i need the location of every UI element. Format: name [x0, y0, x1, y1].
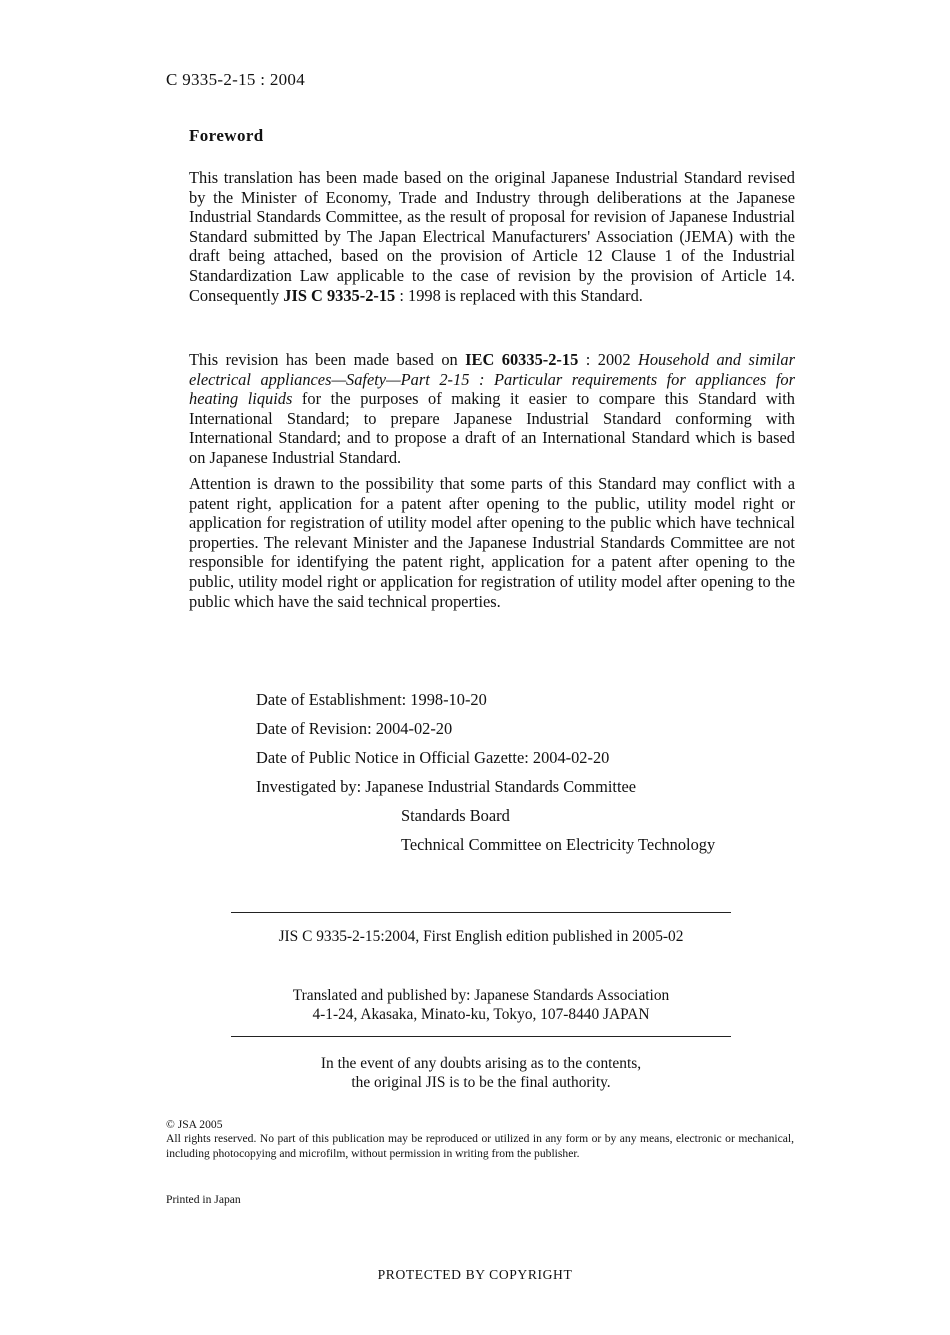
publisher-block: [231, 986, 731, 1024]
paragraph-patent-notice: Attention is drawn to the possibility that some parts of this Standard may conflict with a patent right, application for a patent after opening to the public, utility model right or application for registration of utility model after opening to the public which have technical properties. The relevant Minister and the Japanese Industrial Standards Committee are not responsible for identifying the patent right, application for a patent after opening to the public, utility model right or application for registration of utility model after opening to the public which have the said technical properties.: [189, 474, 795, 611]
p2-text-a: This revision has been made based on: [189, 350, 466, 369]
date-of-public-notice: Date of Public Notice in Official Gazette: 2004-02-20: [256, 748, 610, 767]
date-of-establishment: Date of Establishment: 1998-10-20: [256, 690, 487, 709]
publisher-address: 4-1-24, Akasaka, Minato-ku, Tokyo, 107-8440 JAPAN: [312, 1006, 650, 1023]
investigated-by-line-3: Technical Committee on Electricity Technology: [401, 835, 716, 854]
copyright-notice: © JSA 2005: [166, 1118, 223, 1131]
authority-line-1: In the event of any doubts arising as to the contents,: [320, 1055, 642, 1072]
rights-statement: All rights reserved. No part of this publication may be reproduced or utilized in any form or by any means, electronic or mechanical, including photocopying and microfilm, without permission in writing from the publisher.: [166, 1132, 794, 1160]
p1-standard-ref: JIS C 9335-2-15: [283, 285, 396, 305]
publisher-line-1: Translated and published by: Japanese Standards Association: [292, 987, 670, 1004]
section-heading: Foreword: [189, 126, 264, 145]
p2-iec-ref: IEC 60335-2-15: [465, 350, 579, 369]
p1-text-a: This translation has been made based on the original Japanese Industrial Standard revised by the Minister of Economy, Trade and Industry through deliberations at the Japanese Industrial Standards Committee, as the result of proposal for revision of Japanese Industrial Standard submitted by The Japan Electrical Manufacturers' Association (JEMA) with the draft being attached, based on the provision of Article 12 Clause 1 of the Industrial Standardization Law applicable to the case of revision by the provision of Article 14. Consequently: [189, 168, 795, 305]
divider-top: [231, 912, 731, 913]
paragraph-translation-basis: [189, 168, 795, 305]
document-id: C 9335-2-15 : 2004: [166, 70, 306, 89]
date-of-revision: Date of Revision: 2004-02-20: [256, 719, 453, 738]
printed-in: Printed in Japan: [166, 1193, 241, 1206]
investigated-by-line-2: Standards Board: [401, 806, 510, 825]
divider-bottom: [231, 1036, 731, 1037]
p2-text-c: : 2002: [578, 350, 638, 369]
p2-iec-title: Household and similar electrical appliances—Safety—Part 2-15 : Particular requirements for appliances for heating liquids: [189, 350, 795, 409]
p1-text-c: : 1998 is replaced with this Standard.: [395, 285, 643, 305]
paragraph-revision-basis: [189, 350, 795, 468]
authority-line-2: the original JIS is to be the final authority.: [351, 1074, 611, 1091]
authority-notice: [231, 1054, 731, 1092]
p2-text-e: for the purposes of making it easier to compare this Standard with International Standard; to prepare Japanese Industrial Standard conforming with International Standard; and to propose a draft of an International Standard which is based on Japanese Industrial Standard.: [189, 389, 795, 467]
investigated-by: Investigated by: Japanese Industrial Standards Committee: [256, 777, 637, 796]
edition-line: JIS C 9335-2-15:2004, First English edition published in 2005-02: [278, 928, 684, 945]
copyright-footer: PROTECTED BY COPYRIGHT: [377, 1267, 573, 1282]
